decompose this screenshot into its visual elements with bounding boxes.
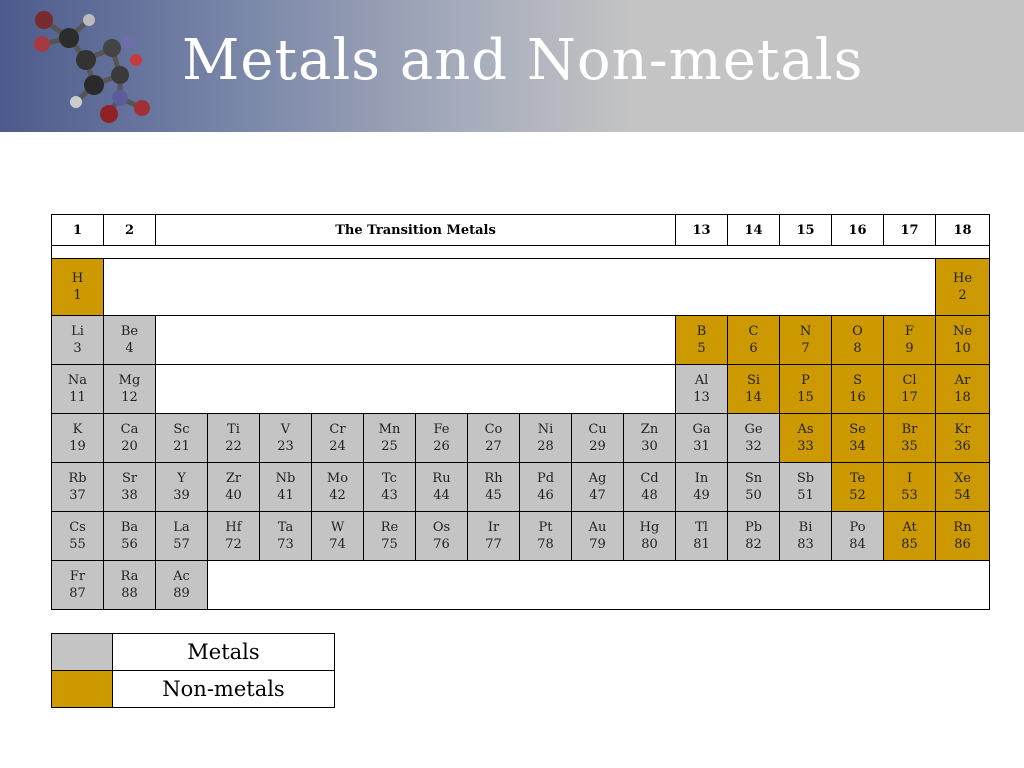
element-number: 28 xyxy=(537,439,554,454)
legend-label-metals: Metals xyxy=(113,634,335,671)
element-number: 17 xyxy=(901,390,918,405)
element-cell xyxy=(884,365,936,414)
element-symbol: Ir xyxy=(487,520,500,535)
element-cell xyxy=(780,463,832,512)
element-number: 43 xyxy=(381,488,398,503)
element-cell xyxy=(520,512,572,561)
element-number: 10 xyxy=(954,341,971,356)
element-symbol: Zn xyxy=(640,422,659,437)
element-number: 82 xyxy=(745,537,762,552)
element-cell xyxy=(832,414,884,463)
element-number: 3 xyxy=(73,341,82,356)
element-number: 57 xyxy=(173,537,190,552)
element-number: 44 xyxy=(433,488,450,503)
element-symbol: Te xyxy=(849,471,866,486)
element-symbol: Re xyxy=(380,520,399,535)
element-symbol: Cd xyxy=(640,471,659,486)
element-cell xyxy=(208,463,260,512)
header-gap-row xyxy=(52,246,990,259)
element-cell xyxy=(156,512,208,561)
element-symbol: Au xyxy=(588,520,607,535)
element-symbol: Rb xyxy=(68,471,87,486)
element-cell xyxy=(728,316,780,365)
element-symbol: Zr xyxy=(225,471,242,486)
element-cell xyxy=(104,316,156,365)
element-symbol: Ag xyxy=(588,471,607,486)
element-symbol: Tc xyxy=(382,471,397,486)
element-number: 75 xyxy=(381,537,398,552)
header-gap xyxy=(52,246,990,259)
element-cell xyxy=(572,512,624,561)
element-symbol: Rn xyxy=(953,520,972,535)
element-cell xyxy=(624,463,676,512)
element-number: 27 xyxy=(485,439,502,454)
element-cell xyxy=(416,414,468,463)
element-symbol: Cr xyxy=(329,422,346,437)
element-number: 11 xyxy=(69,390,86,405)
element-symbol: Ac xyxy=(173,569,190,584)
element-number: 48 xyxy=(641,488,658,503)
element-symbol: In xyxy=(694,471,709,486)
element-cell xyxy=(572,414,624,463)
element-symbol: Mg xyxy=(118,373,141,388)
element-number: 14 xyxy=(745,390,762,405)
element-cell xyxy=(728,512,780,561)
period-row xyxy=(52,259,990,316)
element-symbol: He xyxy=(953,271,973,286)
element-number: 87 xyxy=(69,586,86,601)
element-number: 89 xyxy=(173,586,190,601)
element-cell xyxy=(312,463,364,512)
element-cell xyxy=(728,463,780,512)
element-number: 13 xyxy=(693,390,710,405)
legend-row-nonmetals xyxy=(52,671,335,708)
element-cell xyxy=(468,414,520,463)
element-symbol: P xyxy=(801,373,810,388)
element-symbol: Ga xyxy=(692,422,711,437)
element-number: 2 xyxy=(958,288,967,303)
element-number: 34 xyxy=(849,439,866,454)
element-symbol: Sb xyxy=(796,471,815,486)
element-symbol: As xyxy=(797,422,814,437)
element-cell xyxy=(156,561,208,610)
element-cell xyxy=(676,512,728,561)
element-symbol: Fe xyxy=(433,422,450,437)
element-cell xyxy=(104,561,156,610)
element-cell xyxy=(156,463,208,512)
element-number: 52 xyxy=(849,488,866,503)
element-symbol: I xyxy=(906,471,913,486)
element-number: 40 xyxy=(225,488,242,503)
element-number: 1 xyxy=(73,288,82,303)
element-number: 85 xyxy=(901,537,918,552)
element-number: 80 xyxy=(641,537,658,552)
element-number: 4 xyxy=(125,341,134,356)
element-number: 30 xyxy=(641,439,658,454)
group-15-header: 15 xyxy=(780,215,832,246)
element-number: 12 xyxy=(121,390,138,405)
element-number: 19 xyxy=(69,439,86,454)
element-number: 56 xyxy=(121,537,138,552)
element-number: 78 xyxy=(537,537,554,552)
element-symbol: Hg xyxy=(639,520,660,535)
element-cell xyxy=(884,512,936,561)
period-row xyxy=(52,512,990,561)
group-header-row xyxy=(52,215,990,246)
element-symbol: C xyxy=(748,324,759,339)
period-row xyxy=(52,365,990,414)
element-cell xyxy=(208,414,260,463)
element-number: 73 xyxy=(277,537,294,552)
element-cell xyxy=(364,414,416,463)
empty-region xyxy=(156,365,676,414)
title-banner xyxy=(0,0,1024,132)
element-symbol: Ni xyxy=(537,422,554,437)
element-symbol: Fr xyxy=(69,569,86,584)
element-cell xyxy=(936,463,990,512)
element-number: 24 xyxy=(329,439,346,454)
element-number: 9 xyxy=(905,341,914,356)
element-symbol: F xyxy=(905,324,915,339)
period-row xyxy=(52,414,990,463)
element-symbol: O xyxy=(852,324,863,339)
element-number: 88 xyxy=(121,586,138,601)
element-cell xyxy=(676,365,728,414)
element-symbol: Cl xyxy=(902,373,917,388)
empty-region xyxy=(208,561,990,610)
element-symbol: Ti xyxy=(227,422,240,437)
element-symbol: Ba xyxy=(120,520,139,535)
group-17-header: 17 xyxy=(884,215,936,246)
periodic-table xyxy=(51,214,990,610)
nonmetal-swatch xyxy=(52,671,113,708)
element-symbol: Hf xyxy=(225,520,242,535)
group-13-header: 13 xyxy=(676,215,728,246)
element-number: 5 xyxy=(697,341,706,356)
element-symbol: Ar xyxy=(954,373,971,388)
element-number: 72 xyxy=(225,537,242,552)
element-symbol: Co xyxy=(484,422,503,437)
element-number: 38 xyxy=(121,488,138,503)
element-number: 47 xyxy=(589,488,606,503)
element-cell xyxy=(52,259,104,316)
molecule-icon xyxy=(14,0,164,132)
element-cell xyxy=(520,463,572,512)
element-cell xyxy=(416,463,468,512)
period-row xyxy=(52,316,990,365)
element-symbol: Si xyxy=(746,373,761,388)
element-number: 42 xyxy=(329,488,346,503)
element-symbol: W xyxy=(330,520,345,535)
element-cell xyxy=(52,414,104,463)
element-cell xyxy=(52,316,104,365)
metal-swatch xyxy=(52,634,113,671)
element-number: 79 xyxy=(589,537,606,552)
element-symbol: S xyxy=(853,373,862,388)
legend-label-nonmetals: Non-metals xyxy=(113,671,335,708)
element-number: 20 xyxy=(121,439,138,454)
element-number: 21 xyxy=(173,439,190,454)
element-symbol: Nb xyxy=(275,471,296,486)
element-symbol: Xe xyxy=(954,471,971,486)
element-cell xyxy=(364,463,416,512)
element-number: 81 xyxy=(693,537,710,552)
element-symbol: N xyxy=(799,324,812,339)
group-18-header: 18 xyxy=(936,215,990,246)
element-cell xyxy=(104,414,156,463)
element-number: 53 xyxy=(901,488,918,503)
element-symbol: H xyxy=(71,271,84,286)
element-number: 32 xyxy=(745,439,762,454)
element-symbol: Ge xyxy=(744,422,763,437)
element-cell xyxy=(468,512,520,561)
element-cell xyxy=(936,365,990,414)
element-cell xyxy=(104,512,156,561)
element-cell xyxy=(676,463,728,512)
element-number: 18 xyxy=(954,390,971,405)
element-cell xyxy=(780,316,832,365)
element-number: 83 xyxy=(797,537,814,552)
element-cell xyxy=(104,463,156,512)
element-symbol: Pb xyxy=(744,520,763,535)
element-symbol: Ca xyxy=(120,422,139,437)
element-symbol: La xyxy=(173,520,190,535)
element-symbol: Ra xyxy=(120,569,139,584)
element-symbol: Pd xyxy=(536,471,555,486)
element-symbol: Os xyxy=(432,520,451,535)
element-symbol: Tl xyxy=(695,520,708,535)
group-1-header: 1 xyxy=(52,215,104,246)
element-cell xyxy=(52,365,104,414)
element-cell xyxy=(52,561,104,610)
element-cell xyxy=(884,316,936,365)
element-cell xyxy=(832,463,884,512)
element-number: 29 xyxy=(589,439,606,454)
element-cell xyxy=(936,512,990,561)
element-cell xyxy=(312,414,364,463)
element-number: 84 xyxy=(849,537,866,552)
element-symbol: Li xyxy=(71,324,84,339)
element-cell xyxy=(728,365,780,414)
element-number: 36 xyxy=(954,439,971,454)
element-symbol: At xyxy=(902,520,917,535)
element-number: 26 xyxy=(433,439,450,454)
element-number: 16 xyxy=(849,390,866,405)
element-cell xyxy=(572,463,624,512)
element-number: 86 xyxy=(954,537,971,552)
element-cell xyxy=(520,414,572,463)
period-row xyxy=(52,561,990,610)
element-symbol: B xyxy=(696,324,707,339)
element-cell xyxy=(260,414,312,463)
element-symbol: Rh xyxy=(484,471,503,486)
element-number: 51 xyxy=(797,488,814,503)
legend xyxy=(51,633,335,708)
element-number: 50 xyxy=(745,488,762,503)
element-symbol: Y xyxy=(177,471,186,486)
element-symbol: Br xyxy=(901,422,918,437)
element-cell xyxy=(52,463,104,512)
element-symbol: Al xyxy=(694,373,709,388)
element-symbol: Na xyxy=(67,373,88,388)
element-number: 15 xyxy=(797,390,814,405)
element-cell xyxy=(676,316,728,365)
element-number: 31 xyxy=(693,439,710,454)
element-symbol: Cu xyxy=(588,422,607,437)
element-number: 46 xyxy=(537,488,554,503)
element-number: 76 xyxy=(433,537,450,552)
element-symbol: Ta xyxy=(277,520,294,535)
transition-metals-header: The Transition Metals xyxy=(156,215,676,246)
element-symbol: Pt xyxy=(538,520,553,535)
element-symbol: Kr xyxy=(954,422,971,437)
element-cell xyxy=(312,512,364,561)
element-cell xyxy=(884,414,936,463)
element-symbol: Cs xyxy=(69,520,86,535)
element-symbol: Sr xyxy=(121,471,138,486)
empty-region xyxy=(104,259,936,316)
element-symbol: Ru xyxy=(432,471,451,486)
page-title: Metals and Non-metals xyxy=(182,28,864,93)
element-symbol: Be xyxy=(120,324,139,339)
element-number: 23 xyxy=(277,439,294,454)
element-number: 41 xyxy=(277,488,294,503)
element-number: 8 xyxy=(853,341,862,356)
period-row xyxy=(52,463,990,512)
element-cell xyxy=(208,512,260,561)
empty-region xyxy=(156,316,676,365)
element-cell xyxy=(728,414,780,463)
element-number: 54 xyxy=(954,488,971,503)
element-symbol: Bi xyxy=(798,520,813,535)
element-cell xyxy=(52,512,104,561)
element-cell xyxy=(416,512,468,561)
element-cell xyxy=(104,365,156,414)
element-symbol: Po xyxy=(849,520,866,535)
element-cell xyxy=(832,365,884,414)
element-cell xyxy=(936,316,990,365)
element-symbol: V xyxy=(280,422,291,437)
element-cell xyxy=(832,316,884,365)
element-number: 55 xyxy=(69,537,86,552)
element-cell xyxy=(156,414,208,463)
element-cell xyxy=(936,414,990,463)
element-cell xyxy=(884,463,936,512)
element-cell xyxy=(936,259,990,316)
element-cell xyxy=(468,463,520,512)
element-number: 74 xyxy=(329,537,346,552)
element-cell xyxy=(832,512,884,561)
element-number: 49 xyxy=(693,488,710,503)
element-symbol: Se xyxy=(849,422,866,437)
element-number: 33 xyxy=(797,439,814,454)
element-symbol: K xyxy=(72,422,83,437)
element-number: 7 xyxy=(801,341,810,356)
element-cell xyxy=(624,512,676,561)
element-symbol: Sn xyxy=(744,471,763,486)
element-cell xyxy=(780,512,832,561)
element-number: 25 xyxy=(381,439,398,454)
element-number: 45 xyxy=(485,488,502,503)
element-symbol: Mo xyxy=(326,471,349,486)
element-cell xyxy=(260,512,312,561)
element-cell xyxy=(364,512,416,561)
element-symbol: Ne xyxy=(952,324,973,339)
element-cell xyxy=(780,414,832,463)
element-cell xyxy=(676,414,728,463)
element-cell xyxy=(624,414,676,463)
element-symbol: Mn xyxy=(378,422,401,437)
element-cell xyxy=(260,463,312,512)
element-number: 39 xyxy=(173,488,190,503)
element-number: 37 xyxy=(69,488,86,503)
element-number: 77 xyxy=(485,537,502,552)
legend-row-metals xyxy=(52,634,335,671)
element-number: 35 xyxy=(901,439,918,454)
group-16-header: 16 xyxy=(832,215,884,246)
element-number: 22 xyxy=(225,439,242,454)
element-number: 6 xyxy=(749,341,758,356)
element-symbol: Sc xyxy=(173,422,190,437)
element-cell xyxy=(780,365,832,414)
group-14-header: 14 xyxy=(728,215,780,246)
group-2-header: 2 xyxy=(104,215,156,246)
